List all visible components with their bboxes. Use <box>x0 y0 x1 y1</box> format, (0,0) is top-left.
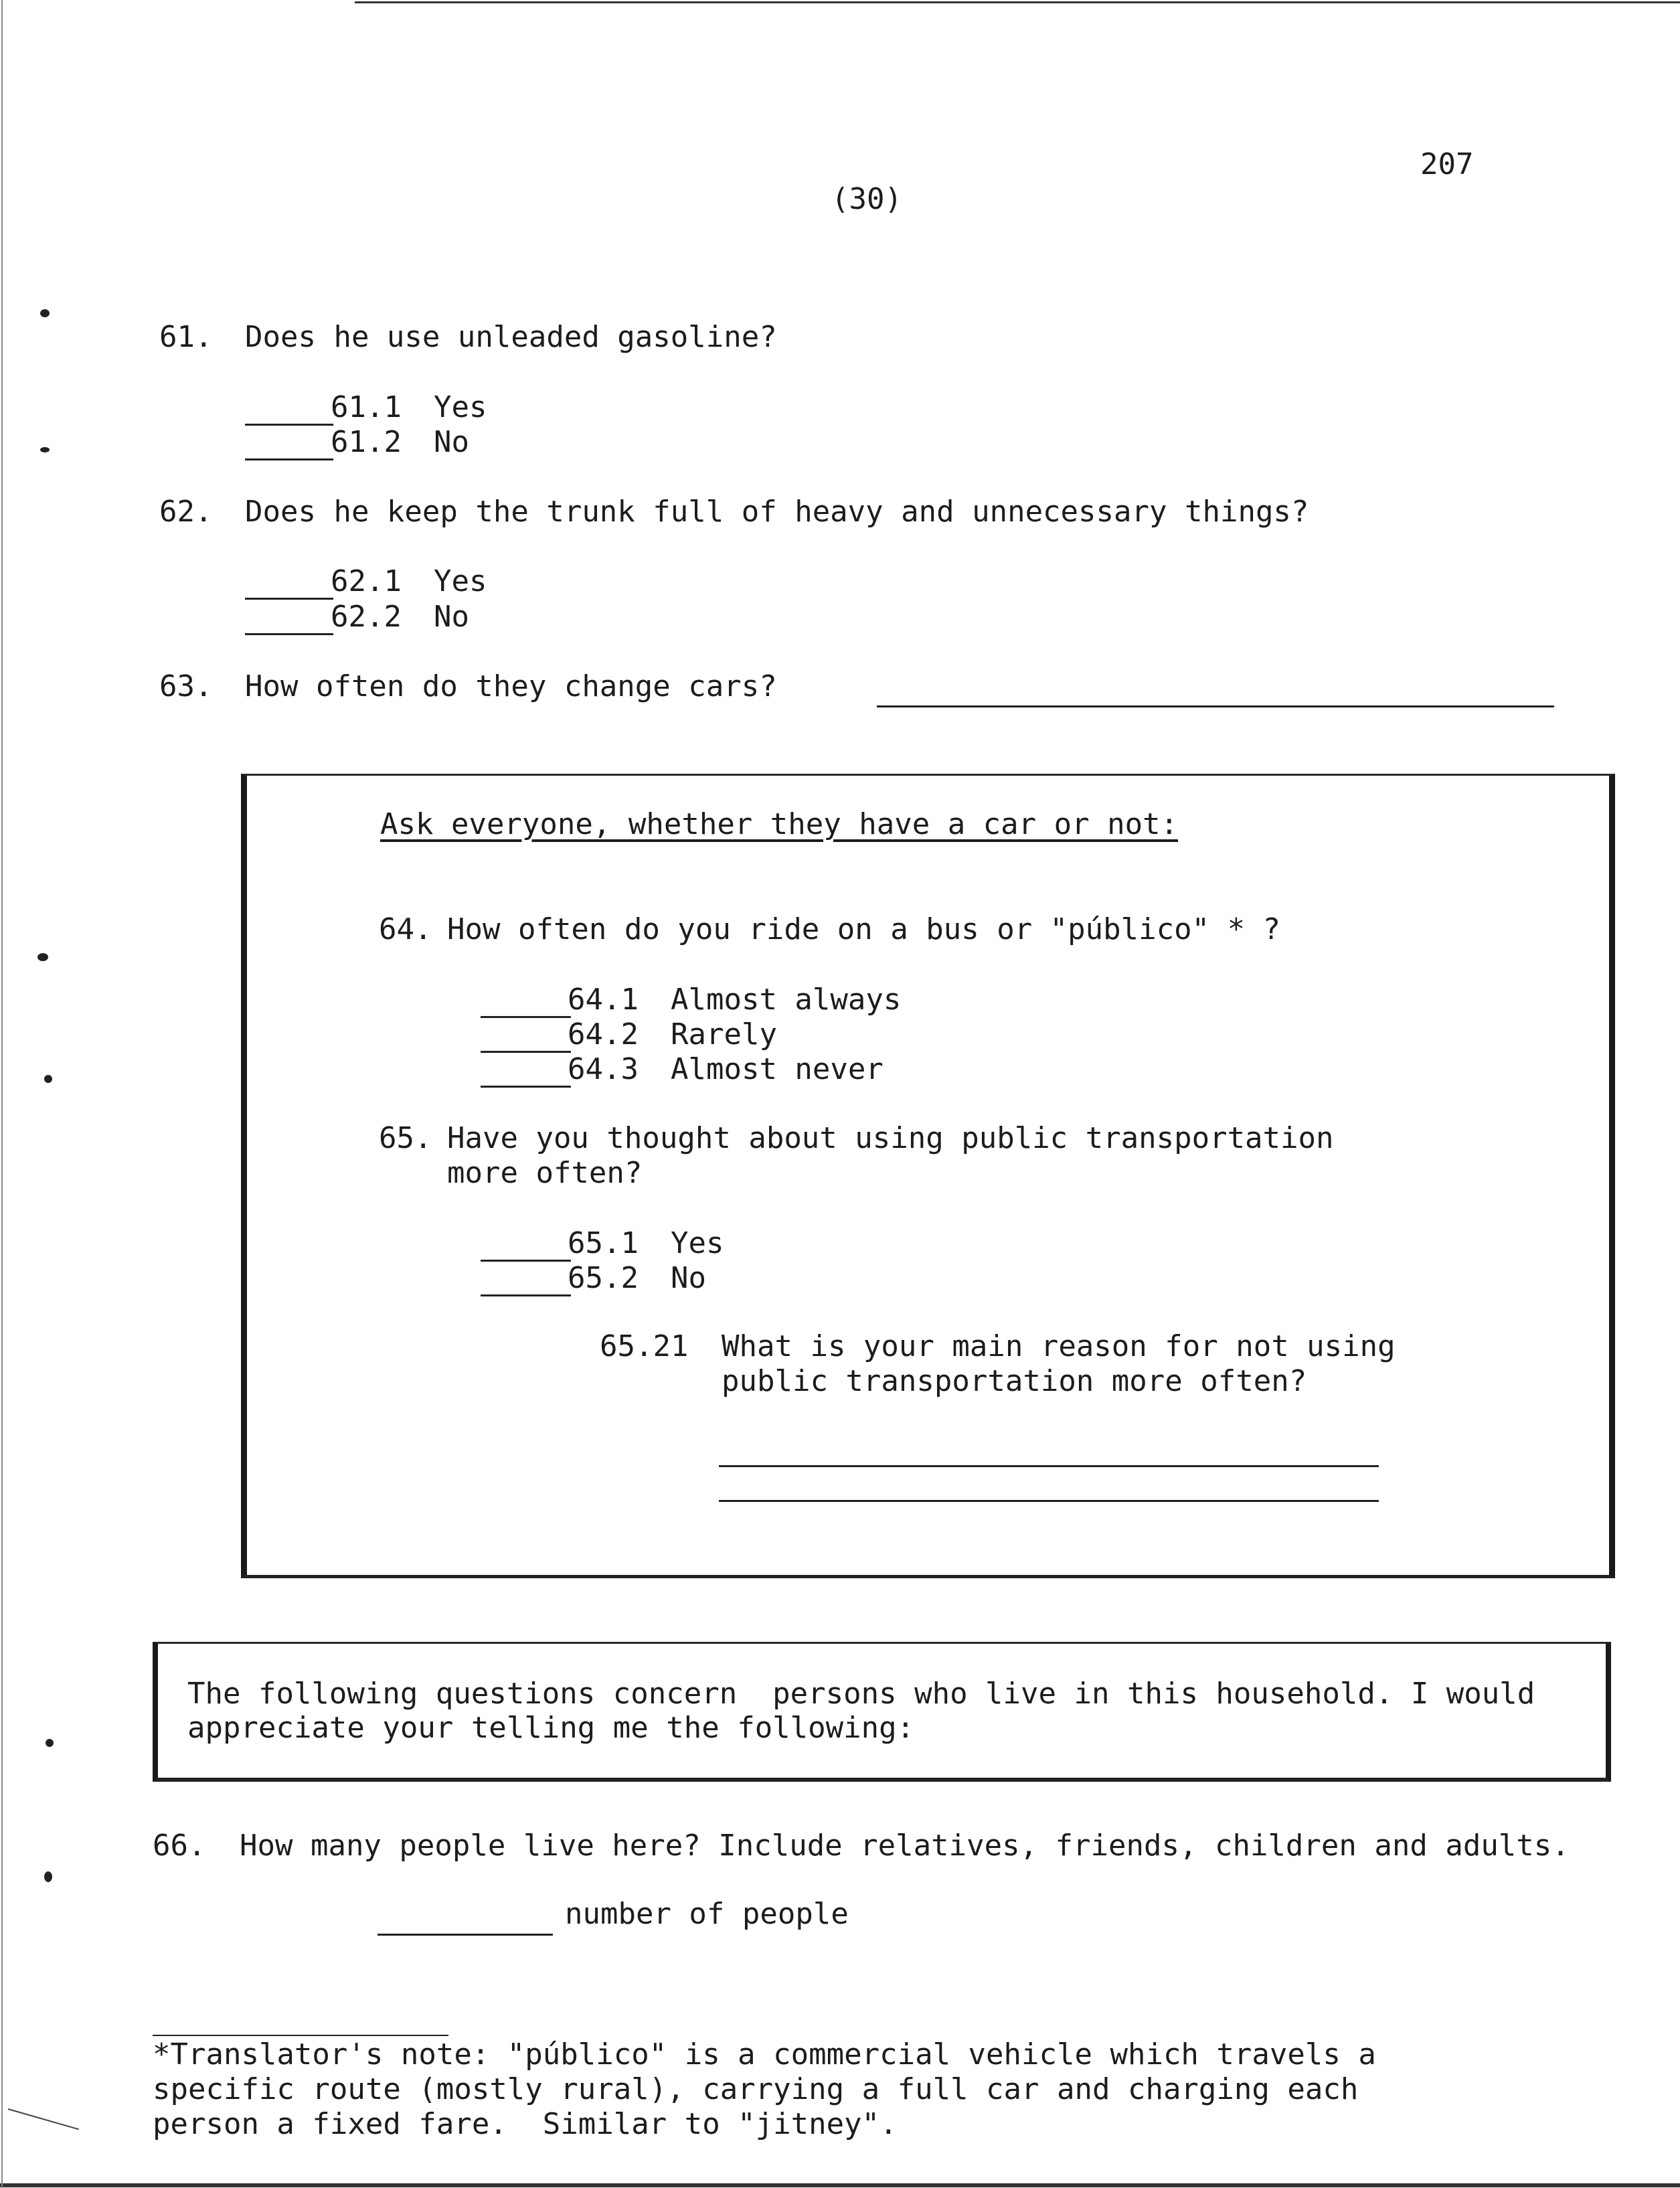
q64-option-blank[interactable] <box>481 1051 571 1053</box>
q62-option-label: No <box>434 600 469 634</box>
top-edge-line <box>355 1 1680 3</box>
q63-answer-line[interactable] <box>877 705 1554 707</box>
footnote-line3: person a fixed fare. Similar to "jitney". <box>153 2107 898 2141</box>
q64-option-code: 64.2 <box>568 1017 639 1051</box>
footnote-line2: specific route (mostly rural), carrying a full car and charging each <box>153 2072 1359 2106</box>
q64-option-code: 64.3 <box>568 1052 639 1086</box>
q64-question: How often do you ride on a bus or "público" * ? <box>447 912 1281 946</box>
box1-instruction: Ask everyone, whether they have a car or not: <box>380 807 1179 841</box>
q63-number: 63. <box>159 669 213 703</box>
q65-option-label: Yes <box>671 1226 724 1260</box>
left-edge-line <box>1 0 3 2188</box>
q61-question: Does he use unleaded gasoline? <box>245 320 777 354</box>
footnote-separator <box>153 2035 448 2036</box>
page-number: 207 <box>1420 147 1474 181</box>
q62-number: 62. <box>159 495 213 529</box>
q65-question-line2: more often? <box>447 1156 643 1190</box>
q62-option-blank[interactable] <box>245 598 333 600</box>
q64-number: 64. <box>379 912 432 946</box>
q62-option-blank[interactable] <box>245 633 333 635</box>
q63-question: How often do they change cars? <box>245 669 777 703</box>
q62-option-code: 62.1 <box>331 564 402 598</box>
q62-question: Does he keep the trunk full of heavy and unnecessary things? <box>245 495 1309 529</box>
q65-21-number: 65.21 <box>600 1329 689 1363</box>
scan-stroke <box>8 2108 79 2130</box>
q65-option-code: 65.1 <box>568 1226 639 1260</box>
q61-option-label: No <box>434 425 469 459</box>
q61-option-code: 61.2 <box>331 425 402 459</box>
q64-option-blank[interactable] <box>481 1086 571 1088</box>
q65-21-question-line1: What is your main reason for not using <box>722 1329 1396 1363</box>
bottom-edge-line <box>0 2183 1680 2187</box>
q66-answer-blank[interactable] <box>377 1934 553 1936</box>
q65-21-question-line2: public transportation more often? <box>722 1364 1307 1398</box>
q61-option-code: 61.1 <box>331 390 402 424</box>
q65-option-code: 65.2 <box>568 1261 639 1295</box>
q66-question: How many people live here? Include relatives, friends, children and adults. <box>240 1829 1570 1863</box>
q64-option-label: Rarely <box>671 1017 777 1051</box>
q61-option-label: Yes <box>434 390 487 424</box>
q64-option-code: 64.1 <box>568 983 639 1017</box>
q64-option-label: Almost always <box>671 983 902 1017</box>
q65-option-blank[interactable] <box>481 1294 571 1296</box>
q65-21-answer-line[interactable] <box>719 1500 1379 1502</box>
scan-mark <box>44 1871 52 1882</box>
footnote-line1: *Translator's note: "público" is a commercial vehicle which travels a <box>153 2037 1376 2072</box>
scan-mark <box>37 953 48 961</box>
q64-option-label: Almost never <box>671 1052 884 1086</box>
box2-text-line2: appreciate your telling me the following: <box>187 1711 915 1745</box>
q65-number: 65. <box>379 1121 432 1155</box>
box2-text-line1: The following questions concern persons who live in this household. I would <box>187 1677 1535 1711</box>
q61-option-blank[interactable] <box>245 458 333 460</box>
form-page-number: (30) <box>831 182 902 216</box>
q62-option-label: Yes <box>434 564 487 598</box>
q62-option-code: 62.2 <box>331 600 402 634</box>
q65-question-line1: Have you thought about using public transportation <box>447 1121 1334 1155</box>
q65-option-blank[interactable] <box>481 1260 571 1262</box>
scan-mark <box>46 1739 54 1747</box>
q66-answer-label: number of people <box>565 1897 849 1931</box>
q64-option-blank[interactable] <box>481 1016 571 1018</box>
scan-mark <box>40 447 50 452</box>
q65-21-answer-line[interactable] <box>719 1465 1379 1467</box>
q65-option-label: No <box>671 1261 706 1295</box>
q66-number: 66. <box>153 1829 206 1863</box>
q61-option-blank[interactable] <box>245 424 333 426</box>
scan-mark <box>40 309 50 317</box>
q61-number: 61. <box>159 320 213 354</box>
scan-mark <box>44 1075 52 1083</box>
